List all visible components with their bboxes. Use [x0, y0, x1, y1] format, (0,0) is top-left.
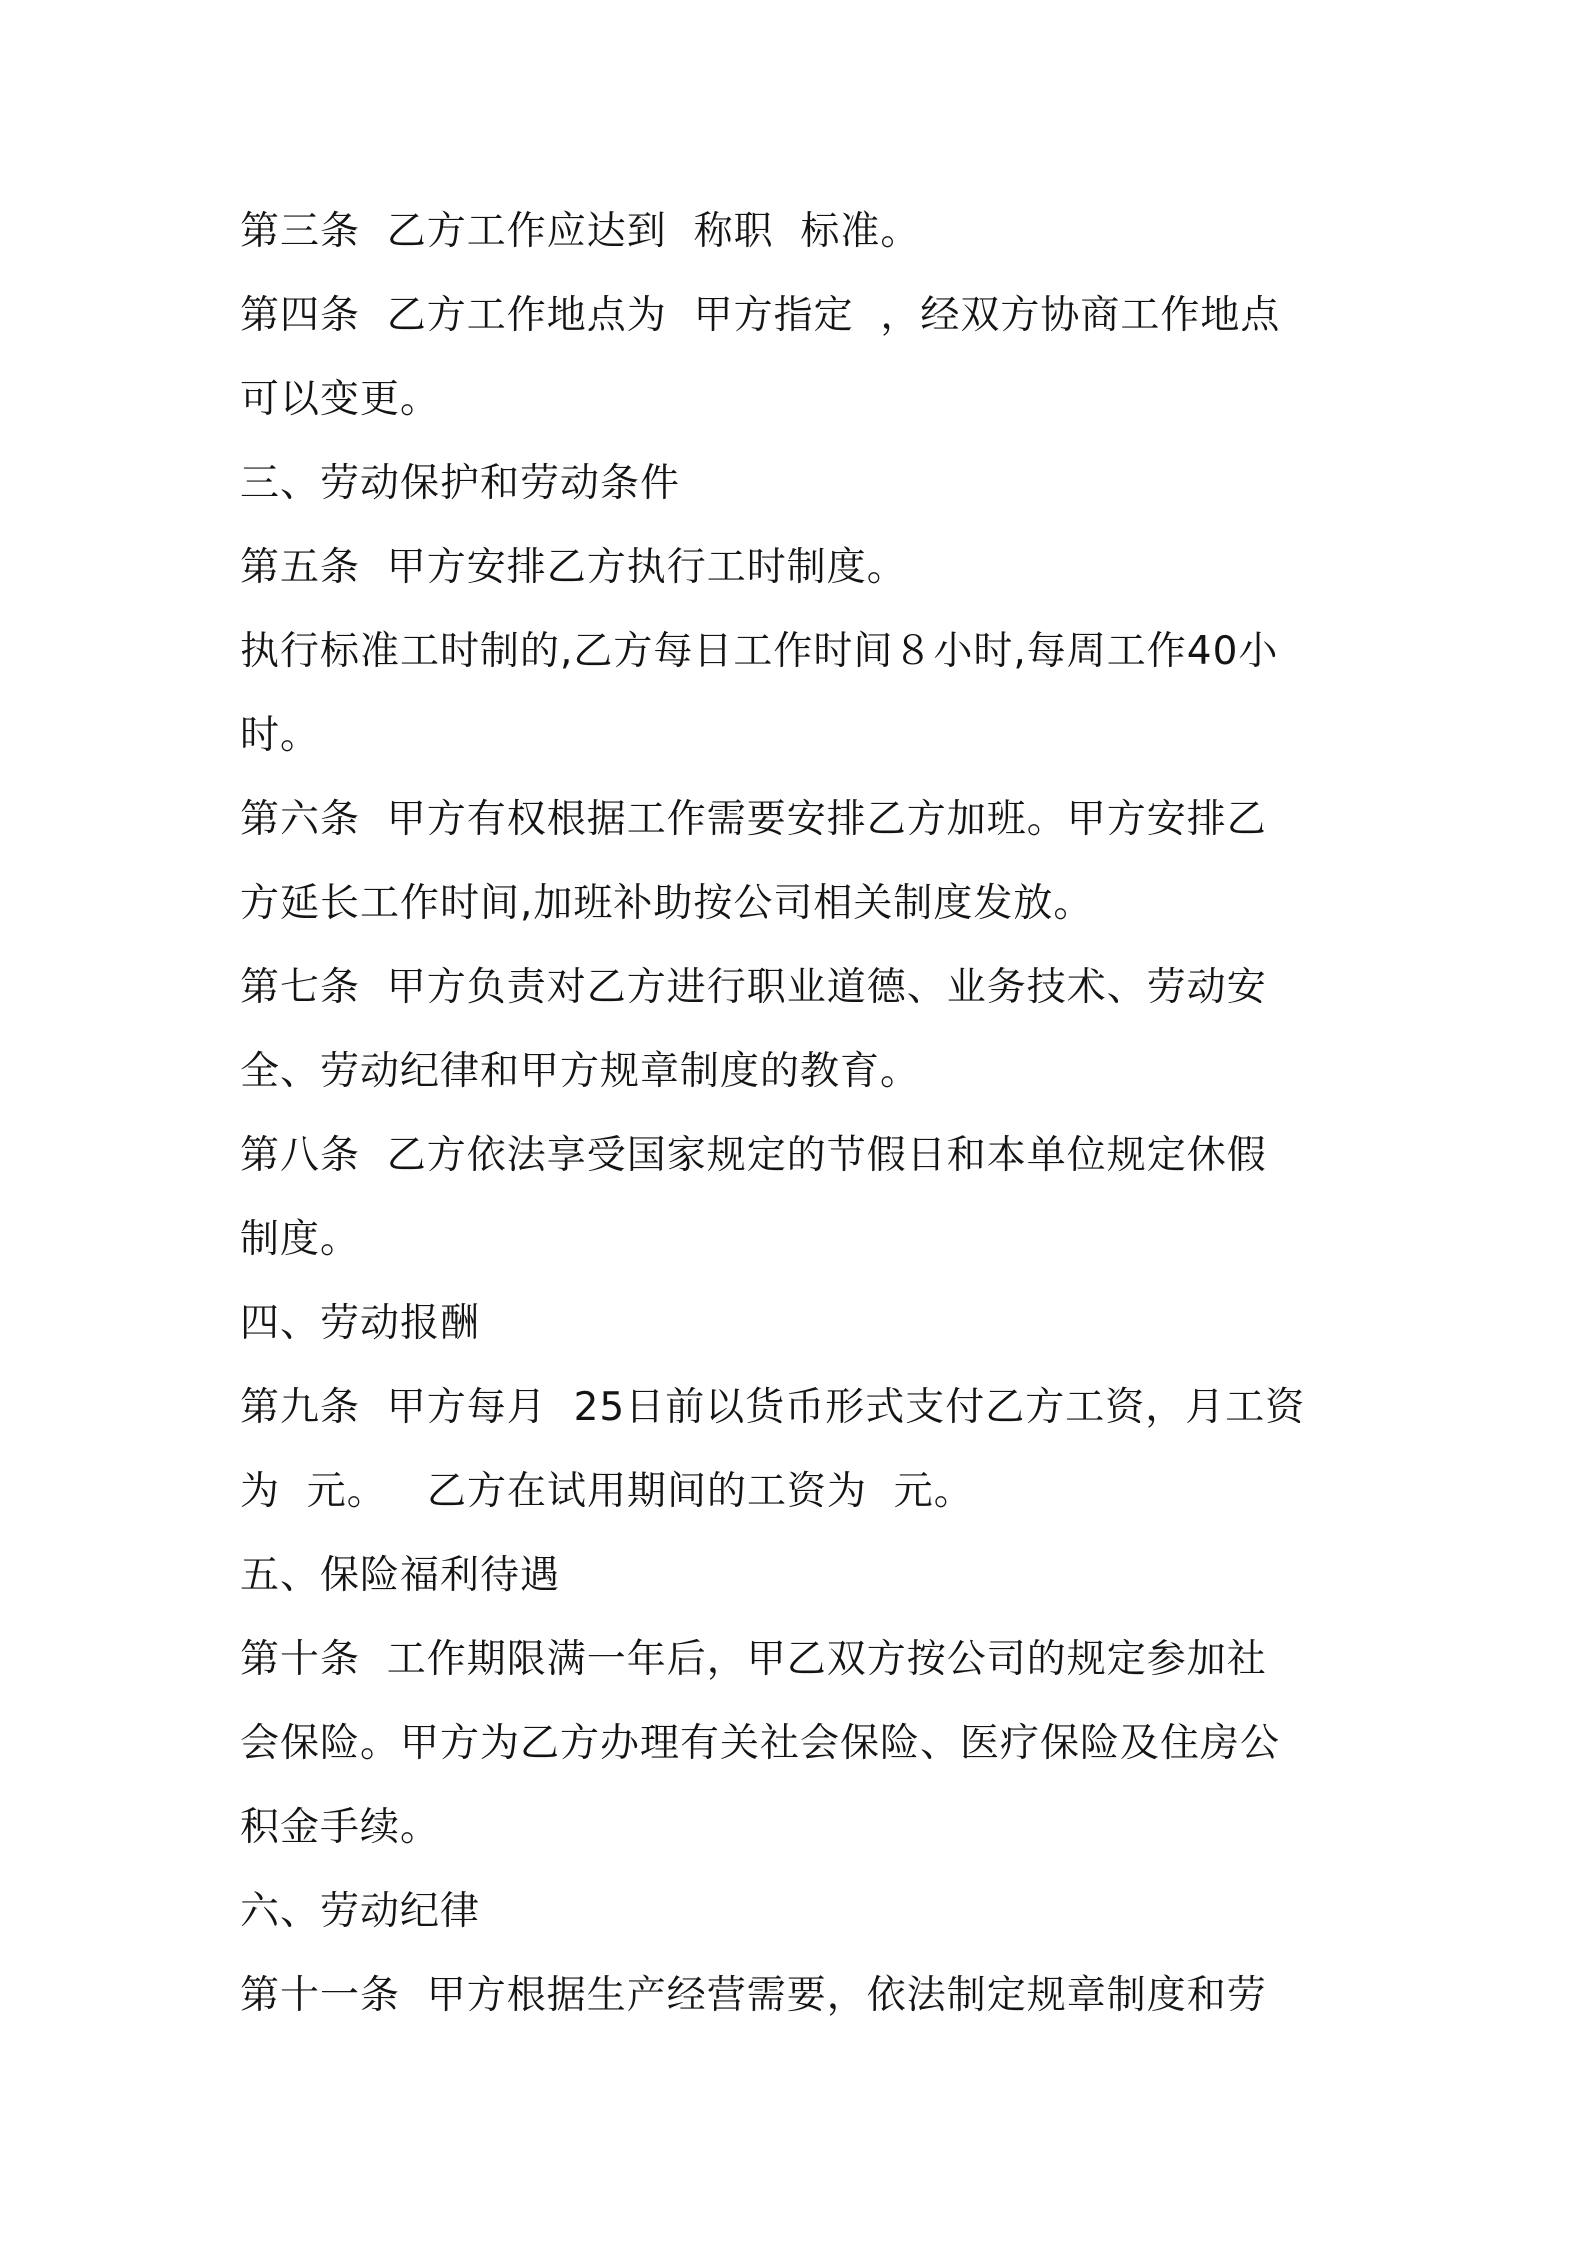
article-8-line-1: 第八条 乙方依法享受国家规定的节假日和本单位规定休假 [240, 1133, 1267, 1178]
article-5-line-2: 执行标准工时制的,乙方每日工作时间８小时,每周工作40小 [240, 629, 1279, 674]
article-8-line-2: 制度。 [240, 1217, 361, 1262]
section-3-heading: 三、劳动保护和劳动条件 [240, 461, 681, 506]
section-6-heading: 六、劳动纪律 [240, 1889, 481, 1934]
document-body [240, 190, 1370, 2038]
article-7-line-1: 第七条 甲方负责对乙方进行职业道德、业务技术、劳动安 [240, 965, 1267, 1010]
article-6-line-1: 第六条 甲方有权根据工作需要安排乙方加班。甲方安排乙 [240, 797, 1267, 842]
article-7-line-2: 全、劳动纪律和甲方规章制度的教育。 [240, 1049, 921, 1094]
section-4-heading: 四、劳动报酬 [240, 1301, 481, 1346]
article-10-line-1: 第十条 工作期限满一年后，甲乙双方按公司的规定参加社 [240, 1637, 1267, 1682]
article-10-line-2: 会保险。甲方为乙方办理有关社会保险、医疗保险及住房公 [240, 1721, 1281, 1766]
article-11-line-1: 第十一条 甲方根据生产经营需要，依法制定规章制度和劳 [240, 1973, 1267, 2018]
article-5-line-3: 时。 [240, 713, 321, 758]
article-10-line-3: 积金手续。 [240, 1805, 441, 1850]
article-5-line-1: 第五条 甲方安排乙方执行工时制度。 [240, 545, 907, 590]
article-9-line-2: 为 元。 乙方在试用期间的工资为 元。 [240, 1469, 974, 1514]
article-4-line-2: 可以变更。 [240, 377, 441, 422]
article-4-line-1: 第四条 乙方工作地点为 甲方指定 ，经双方协商工作地点 [240, 293, 1281, 338]
article-6-line-2: 方延长工作时间,加班补助按公司相关制度发放。 [240, 881, 1094, 926]
article-3-line: 第三条 乙方工作应达到 称职 标准。 [240, 209, 921, 254]
article-9-line-1: 第九条 甲方每月 25日前以货币形式支付乙方工资，月工资 [240, 1385, 1306, 1430]
section-5-heading: 五、保险福利待遇 [240, 1553, 561, 1598]
